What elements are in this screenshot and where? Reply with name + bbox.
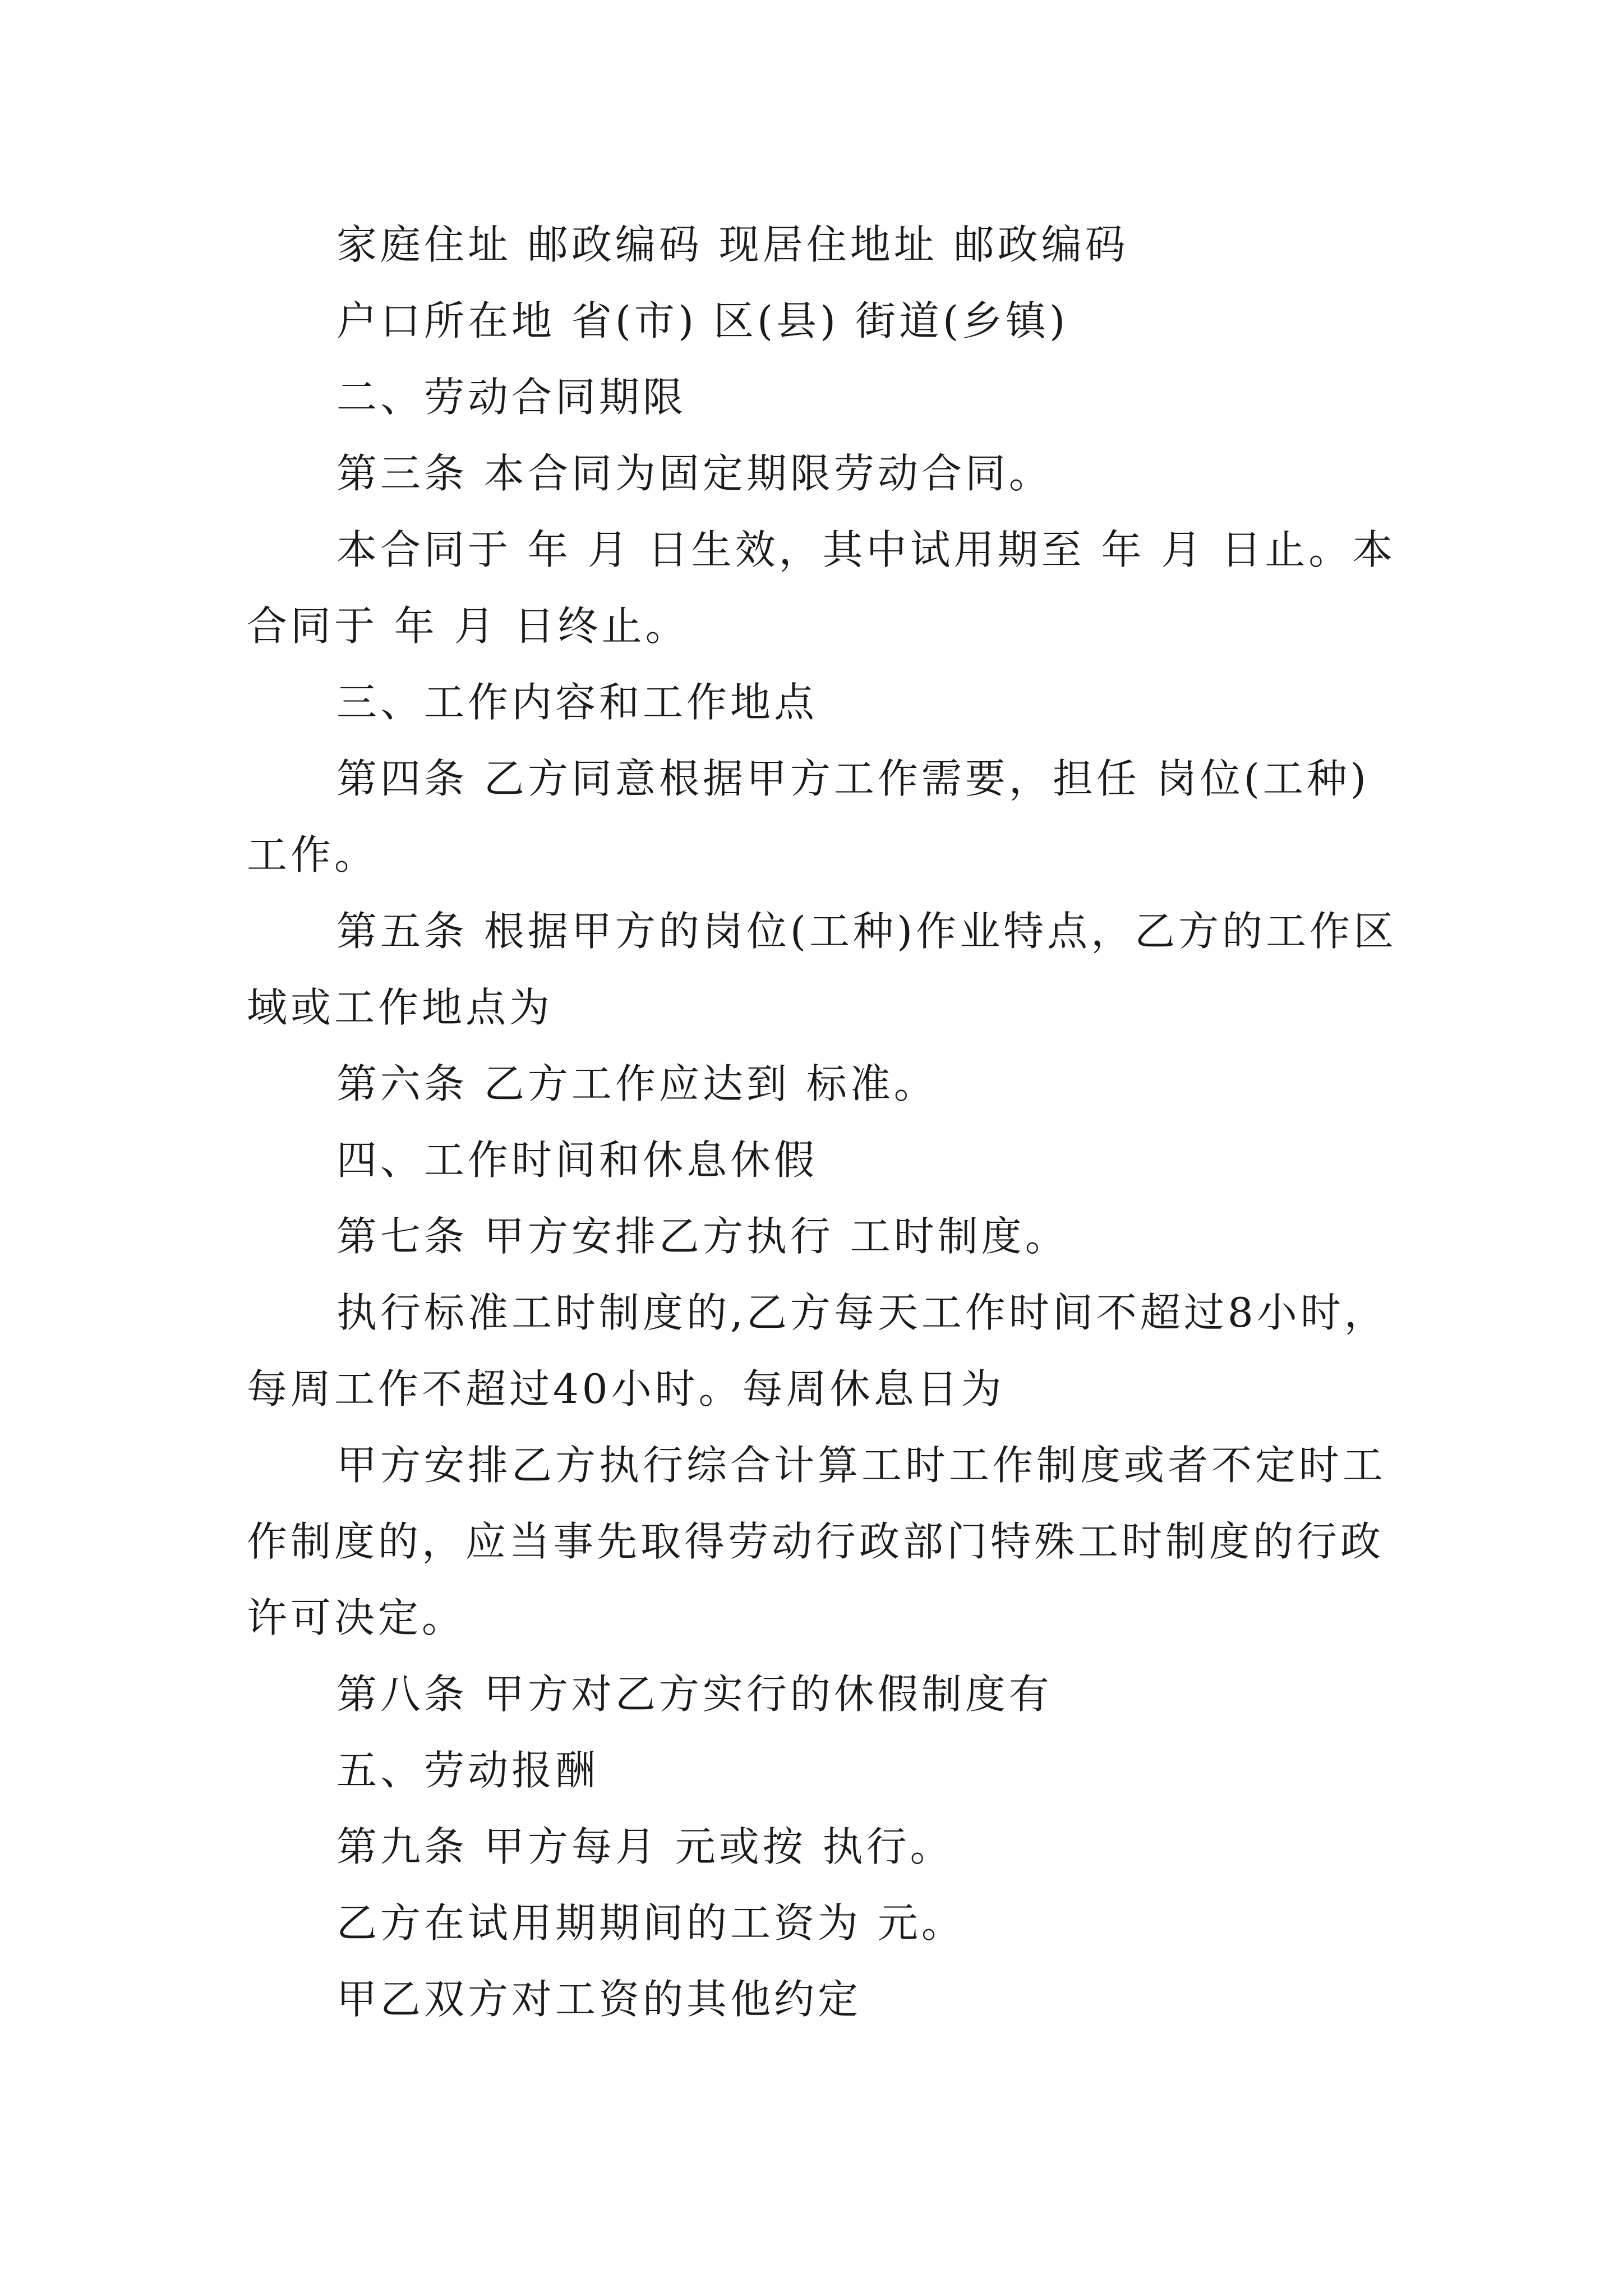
section-heading-working-hours: 四、工作时间和休息休假 [336, 1137, 818, 1184]
other-salary-agreement-paragraph: 甲乙双方对工资的其他约定 [336, 1976, 862, 2023]
address-line: 家庭住址 邮政编码 现居住地址 邮政编码 [336, 221, 1129, 268]
article-8: 第八条 甲方对乙方实行的休假制度有 [336, 1671, 1053, 1718]
probation-salary-paragraph: 乙方在试用期期间的工资为 元。 [336, 1899, 965, 1947]
contract-dates-paragraph: 本合同于 年 月 日生效，其中试用期至 年 月 日止。本合同于 年 月 日终止。 [247, 526, 1396, 650]
household-registration-line: 户口所在地 省(市) 区(县) 街道(乡镇) [336, 297, 1069, 344]
article-6: 第六条 乙方工作应达到 标准。 [336, 1060, 938, 1107]
section-heading-contract-term: 二、劳动合同期限 [336, 374, 687, 421]
document-body [247, 206, 1402, 2037]
article-7: 第七条 甲方安排乙方执行 工时制度。 [336, 1213, 1069, 1260]
special-hours-paragraph: 甲方安排乙方执行综合计算工时工作制度或者不定时工作制度的，应当事先取得劳动行政部门特殊工时制度的行政许可决定。 [247, 1442, 1387, 1641]
article-9: 第九条 甲方每月 元或按 执行。 [336, 1823, 954, 1870]
article-3: 第三条 本合同为固定期限劳动合同。 [336, 450, 1053, 497]
article-5: 第五条 根据甲方的岗位(工种)作业特点，乙方的工作区域或工作地点为 [247, 908, 1398, 1031]
article-4: 第四条 乙方同意根据甲方工作需要，担任 岗位(工种)工作。 [247, 755, 1370, 878]
standard-hours-paragraph: 执行标准工时制度的,乙方每天工作时间不超过8小时，每周工作不超过40小时。每周休息日为 [247, 1289, 1388, 1412]
section-heading-work-content: 三、工作内容和工作地点 [336, 679, 818, 726]
section-heading-remuneration: 五、劳动报酬 [336, 1747, 600, 1794]
